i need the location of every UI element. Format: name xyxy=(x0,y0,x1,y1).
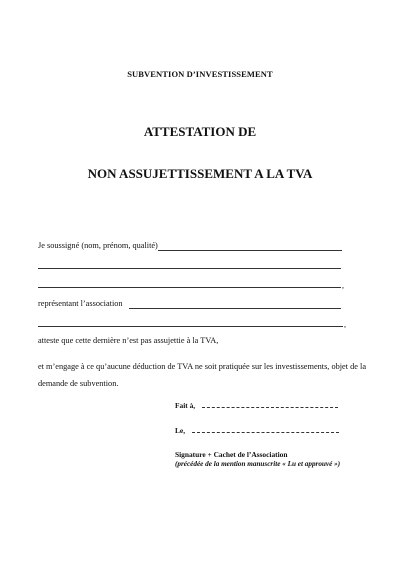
date-field[interactable] xyxy=(192,432,339,433)
signature-label: Signature + Cachet de l’Association xyxy=(175,450,288,459)
date-label: Le, xyxy=(175,426,186,435)
place-label: Fait à, xyxy=(175,401,196,410)
declarant-comma: , xyxy=(342,281,344,290)
association-label: représentant l’association xyxy=(38,299,123,308)
document-header: SUBVENTION D’INVESTISSEMENT xyxy=(127,69,273,79)
association-field[interactable] xyxy=(129,308,341,309)
attest-text: atteste que cette dernière n’est pas assujettie à la TVA, xyxy=(38,336,219,345)
place-field[interactable] xyxy=(202,407,338,408)
association-field-line-2[interactable] xyxy=(38,326,343,327)
declarant-label: Je soussigné (nom, prénom, qualité) xyxy=(38,241,158,250)
title-line-2: NON ASSUJETTISSEMENT A LA TVA xyxy=(87,166,313,181)
title-line-1: ATTESTATION DE xyxy=(143,124,257,139)
declarant-field-line-2[interactable] xyxy=(38,268,341,269)
engagement-text: et m’engage à ce qu’aucune déduction de TVA ne soit pratiquée sur les investissements, objet de la demande de subvention. xyxy=(38,362,367,388)
association-comma: , xyxy=(344,320,346,329)
declarant-field[interactable] xyxy=(158,250,342,251)
declarant-field-line-3[interactable] xyxy=(38,287,341,288)
signature-note: (précédée de la mention manuscrite « Lu et approuvé ») xyxy=(175,460,341,468)
